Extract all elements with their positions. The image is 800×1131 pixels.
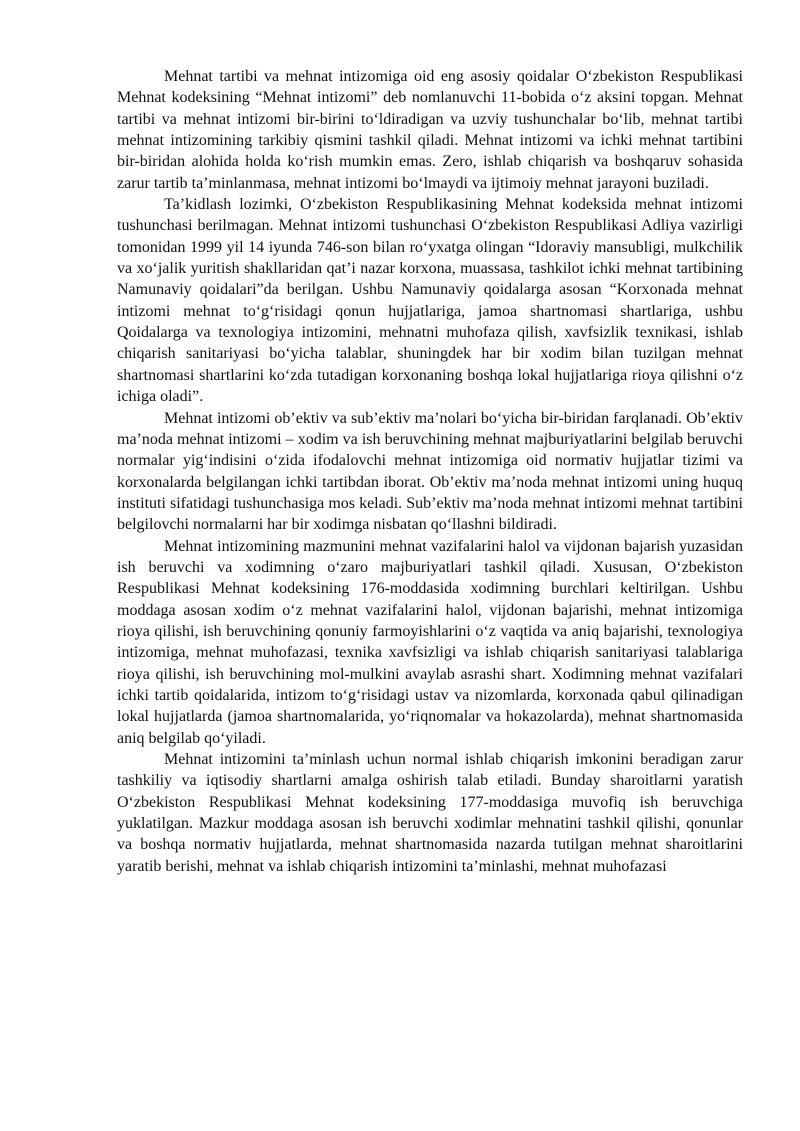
- document-page: [117, 66, 743, 877]
- paragraph-2: Ta’kidlash lozimki, O‘zbekiston Respublikasining Mehnat kodeksida mehnat intizomi tushunchasi berilmagan. Mehnat intizomi tushunchasi O‘zbekiston Respublikasi Adliya vazirligi tomonidan 1999 yil 14 iyunda 746-son bilan ro‘yxatga olingan “Idoraviy mansubligi, mulkchilik va xo‘jalik yuritish shakllaridan qat’i nazar korxona, muassasa, tashkilot ichki mehnat tartibining Namunaviy qoidalari”da berilgan. Ushbu Namunaviy qoidalarga asosan “Korxonada mehnat intizomi mehnat to‘g‘risidagi qonun hujjatlariga, jamoa shartnomasi shartlariga, ushbu Qoidalarga va texnologiya intizomini, mehnatni muhofaza qilish, xavfsizlik texnikasi, ishlab chiqarish sanitariyasi bo‘yicha talablar, shuningdek har bir xodim bilan tuzilgan mehnat shartnomasi shartlarini ko‘zda tutadigan korxonaning boshqa lokal hujjatlariga rioya qilishni o‘z ichiga oladi”.: [117, 196, 743, 406]
- paragraph-1: Mehnat tartibi va mehnat intizomiga oid eng asosiy qoidalar O‘zbekiston Respublikasi Mehnat kodeksining “Mehnat intizomi” deb nomlanuvchi 11-bobida o‘z aksini topgan. Mehnat tartibi va mehnat intizomi bir-birini to‘ldiradigan va uzviy tushunchalar bo‘lib, mehnat tartibi mehnat intizomining tarkibiy qismini tashkil qiladi. Mehnat intizomi va ichki mehnat tartibini bir-biridan alohida holda ko‘rish mumkin emas. Zero, ishlab chiqarish va boshqaruv sohasida zarur tartib ta’minlanmasa, mehnat intizomi bo‘lmaydi va ijtimoiy mehnat jarayoni buziladi.: [117, 68, 743, 192]
- paragraph-3: Mehnat intizomi ob’ektiv va sub’ektiv ma’nolari bo‘yicha bir-biridan farqlanadi. Ob’ektiv ma’noda mehnat intizomi – xodim va ish beruvchining mehnat majburiyatlarini belgilab beruvchi normalar yig‘indisini o‘zida ifodalovchi mehnat intizomiga oid normativ hujjatlar tizimi va korxonalarda belgilangan ichki tartibdan iborat. Ob’ektiv ma’noda mehnat intizomi uning huquq instituti sifatidagi tushunchasiga mos keladi. Sub’ektiv ma’noda mehnat intizomi mehnat tartibini belgilovchi normalarni har bir xodimga nisbatan qo‘llashni bildiradi.: [117, 409, 743, 534]
- paragraph-4: Mehnat intizomining mazmunini mehnat vazifalarini halol va vijdonan bajarish yuzasidan ish beruvchi va xodimning o‘zaro majburiyatlari tashkil qiladi. Xususan, O‘zbekiston Respublikasi Mehnat kodeksining 176-moddasida xodimning burchlari keltirilgan. Ushbu moddaga asosan xodim o‘z mehnat vazifalarini halol, vijdonan bajarishi, mehnat intizomiga rioya qilishi, ish beruvchining qonuniy farmoyishlarini o‘z vaqtida va aniq bajarishi, texnologiya intizomiga, mehnat muhofazasi, texnika xavfsizligi va ishlab chiqarish sanitariyasi talablariga rioya qilishi, ish beruvchining mol-mulkini avaylab asrashi shart. Xodimning mehnat vazifalari ichki tartib qoidalarida, intizom to‘g‘risidagi ustav va nizomlarda, korxonada qabul qilinadigan lokal hujjatlarda (jamoa shartnomalarida, yo‘riqnomalar va hokazolarda), mehnat shartnomasida aniq belgilab qo‘yiladi.: [117, 537, 743, 747]
- paragraph-5: Mehnat intizomini ta’minlash uchun normal ishlab chiqarish imkonini beradigan zarur tashkiliy va iqtisodiy shartlarni amalga oshirish talab etiladi. Bunday sharoitlarni yaratish O‘zbekiston Respublikasi Mehnat kodeksining 177-moddasiga muvofiq ish beruvchiga yuklatilgan. Mazkur moddaga asosan ish beruvchi xodimlar mehnatini tashkil qilishi, qonunlar va boshqa normativ hujjatlarda, mehnat shartnomasida nazarda tutilgan mehnat sharoitlarini yaratib berishi, mehnat va ishlab chiqarish intizomini ta’minlashi, mehnat muhofazasi: [117, 751, 743, 875]
